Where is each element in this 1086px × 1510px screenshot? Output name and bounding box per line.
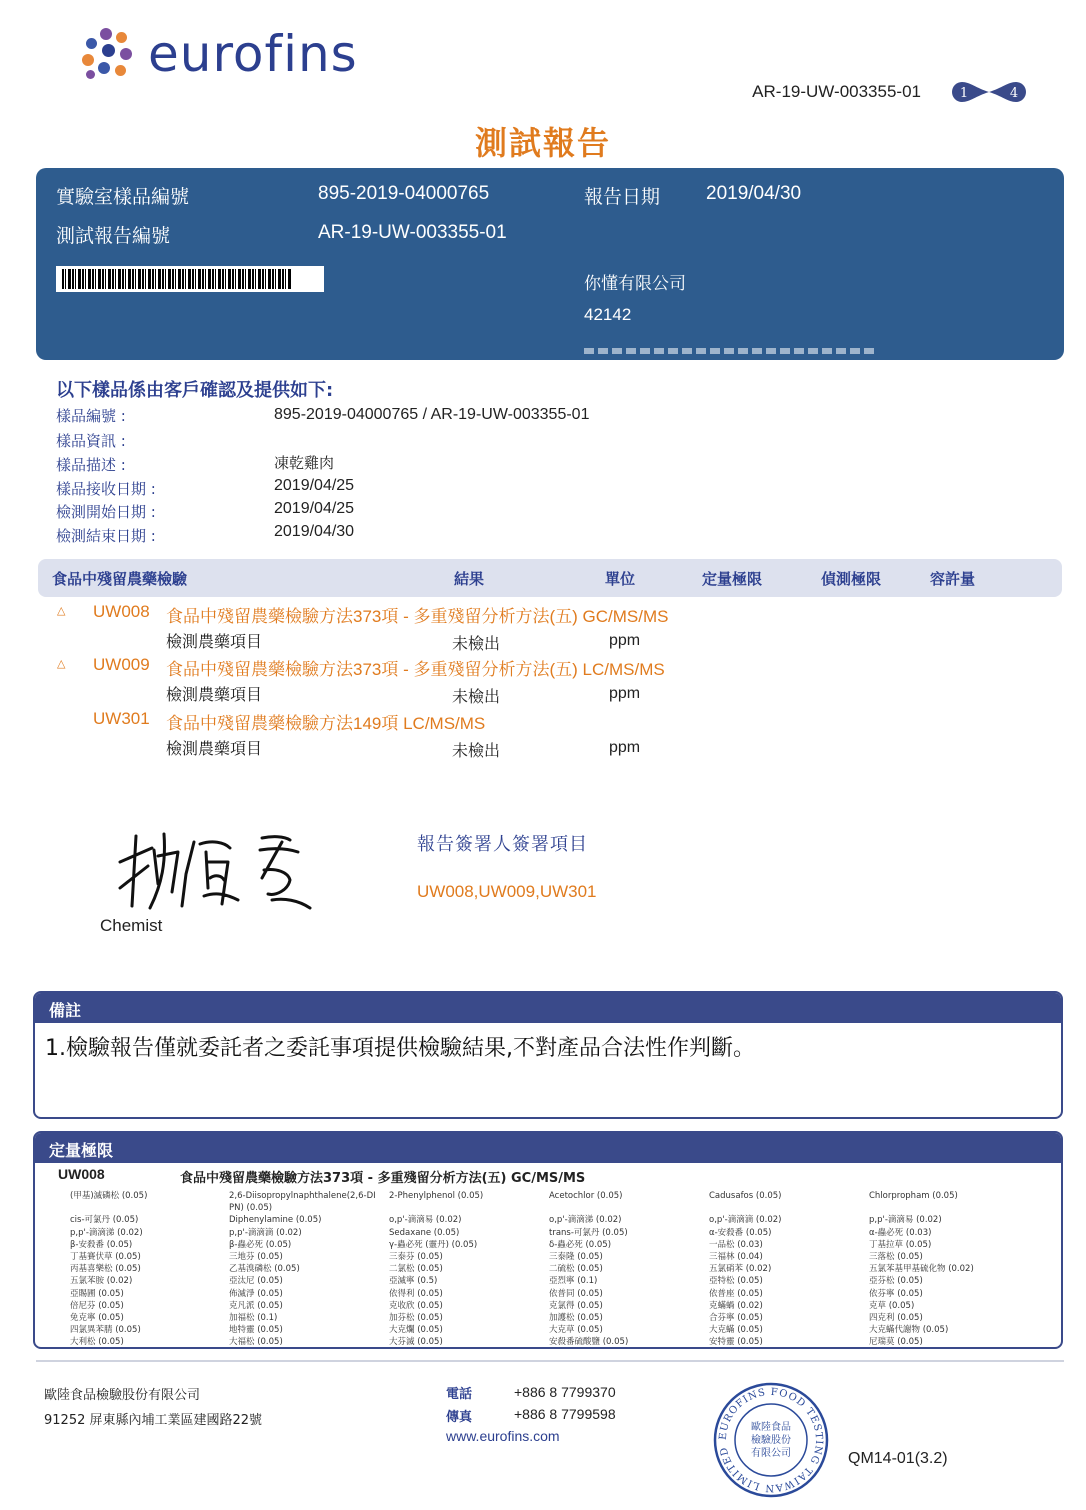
client-zip: 42142 xyxy=(584,305,632,324)
ql-entry: δ-蟲必死 (0.05) xyxy=(549,1239,612,1250)
report-date: 2019/04/30 xyxy=(706,183,802,204)
ql-entry: 依芬寧 (0.05) xyxy=(869,1288,923,1299)
quant-limit-column xyxy=(869,1190,974,1348)
ql-entry: 二氯松 (0.05) xyxy=(389,1264,443,1275)
ql-entry: 加護松 (0.05) xyxy=(549,1312,603,1323)
ql-entry: 一品松 (0.03) xyxy=(709,1239,763,1250)
signer-items-heading: 報告簽署人簽署項目 xyxy=(417,834,588,855)
ql-entry: Sedaxane (0.05) xyxy=(389,1227,460,1238)
ql-entry: 三地芬 (0.05) xyxy=(229,1251,283,1262)
ql-entry: 克收欣 (0.05) xyxy=(389,1300,443,1311)
ql-entry: Cadusafos (0.05) xyxy=(709,1191,782,1201)
ql-entry: 合芬寧 (0.05) xyxy=(709,1312,763,1323)
test-method: 食品中殘留農藥檢驗方法373項 - 多重殘留分析方法(五) GC/MS/MS xyxy=(166,607,669,626)
ql-entry: 大克草 (0.05) xyxy=(549,1325,603,1336)
sample-info-value: 895-2019-04000765 / AR-19-UW-003355-01 xyxy=(274,406,590,423)
sample-info-heading: 以下樣品係由客戶確認及提供如下: xyxy=(56,380,334,401)
sample-info-label: 檢測開始日期 : xyxy=(56,503,156,521)
phone-label: 電話 xyxy=(446,1387,473,1402)
footer-divider xyxy=(36,1360,1064,1362)
sample-info-label: 樣品描述 : xyxy=(56,456,126,474)
ql-entry: 亞特松 (0.05) xyxy=(709,1276,763,1287)
ql-entry: 五氯苯胺 (0.02) xyxy=(70,1276,133,1287)
sample-info-value: 2019/04/25 xyxy=(274,500,355,517)
report-reference: AR-19-UW-003355-01 xyxy=(752,82,921,101)
ql-entry: α-安殺番 (0.05) xyxy=(709,1227,772,1238)
test-result: 未檢出 xyxy=(452,687,501,706)
handwritten-signature xyxy=(112,822,322,914)
ql-entry: 亞烈寧 (0.1) xyxy=(549,1276,598,1287)
ql-entry: 亞賜圃 (0.05) xyxy=(70,1288,124,1299)
report-no: AR-19-UW-003355-01 xyxy=(318,222,507,243)
report-date-label: 報告日期 xyxy=(584,186,661,208)
test-item: 檢測農藥項目 xyxy=(166,739,263,758)
ql-entry: 尼瑞莫 (0.05) xyxy=(869,1337,923,1348)
footer-address: 91252 屏東縣內埔工業區建國路22號 xyxy=(44,1413,263,1428)
column-header: 偵測極限 xyxy=(821,570,882,588)
logo-text: eurofins xyxy=(148,25,358,83)
page-title: 測試報告 xyxy=(474,124,611,162)
signer-role: Chemist xyxy=(100,916,163,935)
quant-limit-code: UW008 xyxy=(58,1166,105,1182)
footer-company: 歐陸食品檢驗股份有限公司 xyxy=(44,1388,201,1403)
ql-entry: 大克蟎 (0.05) xyxy=(709,1325,763,1336)
column-header: 單位 xyxy=(605,570,636,588)
sample-info-value: 凍乾雞肉 xyxy=(274,454,335,472)
ql-entry: 亞芬松 (0.05) xyxy=(869,1276,923,1287)
ql-entry xyxy=(389,1202,483,1214)
quant-limit-column xyxy=(709,1190,781,1348)
ql-entry xyxy=(549,1202,628,1214)
ql-entry: 亞滅寧 (0.5) xyxy=(389,1276,438,1287)
ql-entry xyxy=(869,1202,974,1214)
ql-entry: p,p'-滴滴滴 (0.02) xyxy=(229,1227,302,1238)
ql-entry: 五氯硝苯 (0.02) xyxy=(709,1264,772,1275)
test-result: 未檢出 xyxy=(452,634,501,653)
ql-entry: p,p'-滴滴易 (0.02) xyxy=(869,1215,942,1226)
ql-entry: 大克蟎代謝物 (0.05) xyxy=(869,1325,949,1336)
page-total: 4 xyxy=(1009,86,1019,101)
lab-sample-no: 895-2019-04000765 xyxy=(318,183,490,204)
ql-entry: PN) (0.05) xyxy=(229,1203,273,1214)
ql-entry: 佈滅淨 (0.05) xyxy=(229,1288,283,1299)
page-indicator xyxy=(950,80,1028,104)
ql-entry: 大福松 (0.05) xyxy=(229,1337,283,1348)
ql-entry: 四克利 (0.05) xyxy=(869,1312,923,1323)
lab-sample-no-label: 實驗室樣品編號 xyxy=(56,186,190,208)
sample-info-label: 樣品接收日期 : xyxy=(56,480,156,498)
fax-label: 傳真 xyxy=(446,1410,473,1425)
ql-entry: 三落松 (0.05) xyxy=(869,1251,923,1262)
eurofins-logo-icon xyxy=(78,26,138,82)
report-no-label: 測試報告編號 xyxy=(56,225,171,247)
test-code: UW301 xyxy=(93,709,150,728)
ql-entry: Chlorpropham (0.05) xyxy=(869,1191,958,1201)
ql-entry: 安特靈 (0.05) xyxy=(709,1337,763,1348)
ql-entry: 克蟎蝸 (0.02) xyxy=(709,1300,763,1311)
accredited-marker: △ xyxy=(57,657,66,670)
company-seal xyxy=(711,1380,831,1500)
ql-entry: 二硫松 (0.05) xyxy=(549,1264,603,1275)
test-unit: ppm xyxy=(609,739,641,756)
ql-entry: 依普座 (0.05) xyxy=(709,1288,763,1299)
ql-entry: 倍尼芬 (0.05) xyxy=(70,1300,124,1311)
ql-entry: 加福松 (0.1) xyxy=(229,1312,278,1323)
ql-entry: o,p'-滴滴滴 (0.02) xyxy=(709,1215,782,1226)
test-item: 檢測農藥項目 xyxy=(166,685,263,704)
remarks-text: 1.檢驗報告僅就委託者之委託事項提供檢驗結果,不對產品合法性作判斷。 xyxy=(45,1036,755,1061)
sample-info-value: 2019/04/25 xyxy=(274,477,355,494)
column-header: 容許量 xyxy=(930,570,976,588)
barcode xyxy=(56,266,324,292)
ql-entry: 免克寧 (0.05) xyxy=(70,1312,124,1323)
ql-entry: trans-可氯丹 (0.05) xyxy=(549,1227,628,1238)
ql-entry xyxy=(709,1202,781,1214)
ql-entry: 乙基溴磷松 (0.05) xyxy=(229,1264,300,1275)
accredited-marker: △ xyxy=(57,604,66,617)
ql-entry: 2-Phenylphenol (0.05) xyxy=(389,1191,484,1201)
ql-entry: 三泰芬 (0.05) xyxy=(389,1251,443,1262)
column-header: 定量極限 xyxy=(702,570,763,588)
ql-entry: 三福林 (0.04) xyxy=(709,1251,763,1262)
remarks-box xyxy=(33,991,1063,1119)
ql-entry: (甲基)滅磷松 (0.05) xyxy=(70,1191,148,1201)
column-header: 結果 xyxy=(454,570,485,588)
test-unit: ppm xyxy=(609,632,641,649)
ql-entry: Diphenylamine (0.05) xyxy=(229,1215,322,1226)
client-name: 你懂有限公司 xyxy=(584,274,686,294)
seal-center-line: 歐陸食品 xyxy=(751,1422,791,1433)
ql-entry xyxy=(70,1202,147,1214)
phone-number: +886 8 7799370 xyxy=(514,1384,616,1400)
sample-info-label: 樣品編號 : xyxy=(56,407,126,425)
column-header: 食品中殘留農藥檢驗 xyxy=(52,570,188,588)
ql-entry: 大芬滅 (0.05) xyxy=(389,1337,443,1348)
ql-entry: 丙基喜樂松 (0.05) xyxy=(70,1264,141,1275)
ql-entry: cis-可氯丹 (0.05) xyxy=(70,1215,139,1226)
test-result: 未檢出 xyxy=(452,741,501,760)
ql-entry: 依普同 (0.05) xyxy=(549,1288,603,1299)
seal-center-line: 有限公司 xyxy=(751,1448,791,1459)
results-table-header xyxy=(38,559,1062,597)
remarks-heading: 備註 xyxy=(35,993,1061,1023)
ql-entry: 地特靈 (0.05) xyxy=(229,1325,283,1336)
ql-entry: 依得利 (0.05) xyxy=(389,1288,443,1299)
quant-limit-heading: 定量極限 xyxy=(35,1133,1061,1163)
sample-info-value: 2019/04/30 xyxy=(274,523,355,540)
obscured-text xyxy=(584,348,874,354)
ql-entry: o,p'-滴滴涕 (0.02) xyxy=(549,1215,622,1226)
ql-entry: 三泰隆 (0.05) xyxy=(549,1251,603,1262)
ql-entry: β-安殺番 (0.05) xyxy=(70,1239,133,1250)
test-unit: ppm xyxy=(609,685,641,702)
seal-ring-text: EUROFINS FOOD TESTING TAIWAN LIMITED xyxy=(717,1386,825,1494)
ql-entry: Acetochlor (0.05) xyxy=(549,1191,623,1201)
test-method: 食品中殘留農藥檢驗方法149項 LC/MS/MS xyxy=(166,714,486,733)
form-code: QM14-01(3.2) xyxy=(848,1450,948,1467)
ql-entry: 大利松 (0.05) xyxy=(70,1337,124,1348)
ql-entry: 克草 (0.05) xyxy=(869,1300,915,1311)
ql-entry: 五氯苯基甲基硫化物 (0.02) xyxy=(869,1264,974,1275)
ql-entry: p,p'-滴滴涕 (0.02) xyxy=(70,1227,143,1238)
sample-info-label: 樣品資訊 : xyxy=(56,432,126,450)
quant-limit-column xyxy=(229,1190,376,1348)
ql-entry: 亞汰尼 (0.05) xyxy=(229,1276,283,1287)
seal-center-line: 檢驗股份 xyxy=(751,1435,791,1446)
ql-entry: 克氯得 (0.05) xyxy=(549,1300,603,1311)
ql-entry: 安殺番硫酸鹽 (0.05) xyxy=(549,1337,629,1348)
eurofins-logo xyxy=(78,26,358,82)
page-current: 1 xyxy=(959,86,969,101)
ql-entry: β-蟲必死 (0.05) xyxy=(229,1239,292,1250)
ql-entry: 加芬松 (0.05) xyxy=(389,1312,443,1323)
quant-limit-column xyxy=(389,1190,483,1348)
test-code: UW008 xyxy=(93,602,150,621)
test-code: UW009 xyxy=(93,655,150,674)
ql-entry: 丁基賽伏草 (0.05) xyxy=(70,1251,141,1262)
report-header-box xyxy=(36,168,1064,360)
ql-entry: 大克爛 (0.05) xyxy=(389,1325,443,1336)
ql-entry: γ-蟲必死 (靈丹) (0.05) xyxy=(389,1239,478,1250)
quant-limit-method: 食品中殘留農藥檢驗方法373項 - 多重殘留分析方法(五) GC/MS/MS xyxy=(180,1171,586,1186)
test-item: 檢測農藥項目 xyxy=(166,632,263,651)
ql-entry: 克凡派 (0.05) xyxy=(229,1300,283,1311)
sample-info-label: 檢測結束日期 : xyxy=(56,527,156,545)
signer-items: UW008,UW009,UW301 xyxy=(417,882,597,901)
quant-limit-column xyxy=(549,1190,628,1348)
fax-number: +886 8 7799598 xyxy=(514,1406,616,1422)
ql-entry: α-蟲必死 (0.03) xyxy=(869,1227,932,1238)
ql-entry: 丁基拉草 (0.05) xyxy=(869,1239,932,1250)
ql-entry: 2,6-Diisopropylnaphthalene(2,6-DI xyxy=(229,1191,376,1201)
quant-limit-column xyxy=(70,1190,147,1348)
ql-entry: o,p'-滴滴易 (0.02) xyxy=(389,1215,462,1226)
test-method: 食品中殘留農藥檢驗方法373項 - 多重殘留分析方法(五) LC/MS/MS xyxy=(166,660,665,679)
website-link[interactable]: www.eurofins.com xyxy=(446,1428,560,1444)
ql-entry: 四氯異苯腈 (0.05) xyxy=(70,1325,141,1336)
